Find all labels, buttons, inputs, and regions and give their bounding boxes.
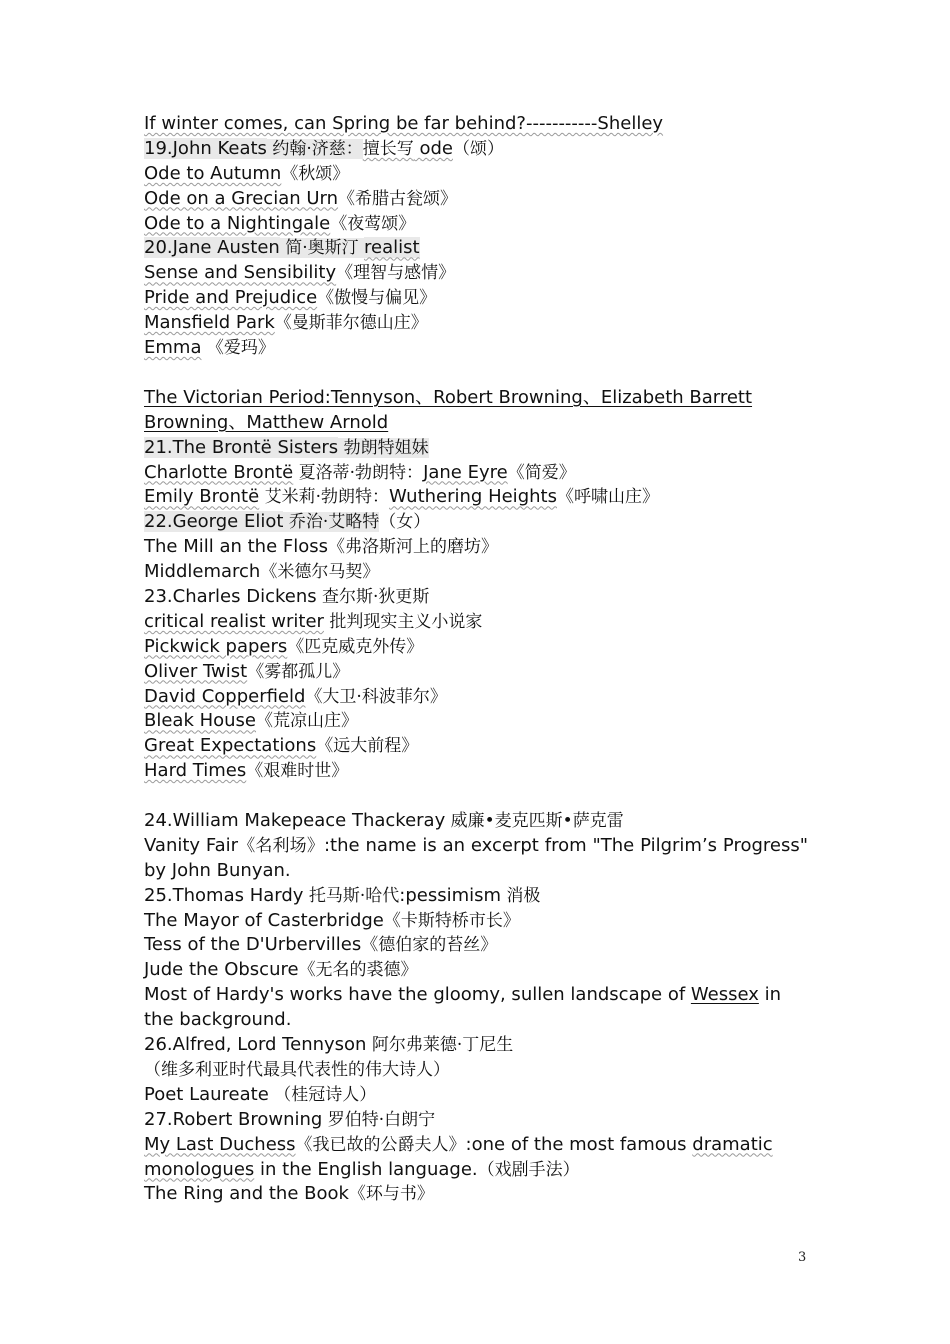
text-line	[144, 386, 808, 436]
text-segment: The Mill an the Floss	[144, 536, 328, 558]
text-segment: 威廉•麦克匹斯•萨克雷	[445, 810, 624, 831]
text-segment: 19.John Keats	[144, 137, 267, 159]
text-segment: 勃朗特姐妹	[338, 437, 429, 458]
text-segment: 罗伯特·白朗宁	[322, 1109, 436, 1130]
text-segment: 25.Thomas Hardy	[144, 884, 304, 906]
text-line	[144, 1058, 808, 1083]
text-segment: Vanity Fair	[144, 834, 239, 856]
text-segment: Mansfield Park	[144, 312, 275, 334]
text-segment: Jane Eyre	[423, 461, 508, 483]
text-segment: 《艰难时世》	[246, 761, 349, 782]
text-line	[144, 187, 808, 212]
text-segment: Great Expectations	[144, 735, 317, 757]
text-segment: The Victorian Period:Tennyson、Robert Browning、Elizabeth Barrett Browning、Matthew Arnold	[144, 386, 753, 433]
text-line	[144, 510, 808, 535]
text-segment: The Mayor of Casterbridge	[144, 909, 384, 931]
text-segment: 批判现实主义小说家	[323, 611, 483, 632]
text-segment: Oliver Twist	[144, 660, 248, 682]
text-segment: 《秋颂》	[281, 163, 350, 184]
text-line	[144, 1182, 808, 1207]
text-segment: The Ring and the Book	[144, 1183, 349, 1205]
text-line	[144, 286, 808, 311]
text-segment: （戏剧手法）	[477, 1159, 580, 1180]
text-line	[144, 585, 808, 610]
text-segment: Pickwick papers	[144, 635, 288, 657]
text-segment: 约翰·济慈：	[266, 138, 363, 159]
text-segment: :one of the most famous	[465, 1133, 693, 1155]
text-line	[144, 1033, 808, 1058]
text-line	[144, 485, 808, 510]
text-segment: 《理智与感情》	[336, 263, 456, 284]
text-line	[144, 436, 808, 461]
text-segment: Hard Times	[144, 760, 247, 782]
text-segment: 《希腊古瓮颂》	[338, 188, 458, 209]
text-segment: 《荒凉山庄》	[256, 711, 359, 732]
text-line	[144, 709, 808, 734]
text-segment: 《傲慢与偏见》	[317, 288, 437, 309]
text-segment: 《匹克威克外传》	[287, 636, 424, 657]
text-segment: If winter comes, can Spring be far behind?-----------Shelley	[144, 113, 664, 134]
text-segment: dramatic monologues	[144, 1133, 773, 1180]
text-line	[144, 933, 808, 958]
text-segment: 《曼斯菲尔德山庄》	[274, 313, 428, 334]
text-line	[144, 834, 808, 884]
page-number: 3	[798, 1250, 807, 1265]
text-segment: Jude the Obscure	[144, 959, 299, 981]
text-line	[144, 734, 808, 759]
blank-line	[144, 784, 808, 809]
text-line	[144, 461, 808, 486]
text-line	[144, 336, 808, 361]
text-line	[144, 535, 808, 560]
text-line	[144, 909, 808, 934]
text-line	[144, 162, 808, 187]
text-line	[144, 610, 808, 635]
text-segment: 《爱玛》	[201, 338, 275, 359]
text-segment: 消极	[501, 885, 541, 906]
text-segment: :the name is an excerpt from "The Pilgrim’s Progress" by John Bunyan.	[144, 834, 809, 881]
text-segment: （桂冠诗人）	[268, 1084, 377, 1105]
text-segment: Emily Brontë	[144, 486, 260, 508]
text-segment: 《简爱》	[507, 462, 576, 483]
text-segment: 《雾都孤儿》	[247, 661, 350, 682]
text-line	[144, 137, 808, 162]
text-segment: 《无名的裘德》	[298, 960, 418, 981]
text-segment: Emma	[144, 337, 202, 359]
text-segment: 简·奥斯汀	[279, 238, 365, 259]
text-line	[144, 759, 808, 784]
text-line	[144, 311, 808, 336]
text-line	[144, 212, 808, 237]
text-segment: （女）	[379, 512, 431, 533]
text-segment: 《远大前程》	[316, 736, 419, 757]
text-segment: 《米德尔马契》	[260, 562, 380, 583]
text-segment: 《卡斯特桥市长》	[383, 910, 520, 931]
text-segment: Most of Hardy's works have the gloomy, sullen landscape of	[144, 984, 691, 1006]
text-segment: Tess of the D'Urbervilles	[144, 934, 362, 956]
text-segment: 24.William Makepeace Thackeray	[144, 809, 446, 831]
text-segment: realist	[364, 237, 420, 259]
text-line	[144, 261, 808, 286]
text-line	[144, 1133, 808, 1183]
text-line	[144, 983, 808, 1033]
text-segment: （维多利亚时代最具代表性的伟大诗人）	[144, 1059, 450, 1080]
text-segment: 《环与书》	[348, 1184, 434, 1205]
text-line	[144, 685, 808, 710]
text-line	[144, 1083, 808, 1108]
text-segment: :pessimism	[399, 884, 502, 906]
text-segment: Bleak House	[144, 710, 257, 732]
text-segment: 阿尔弗莱德·丁尼生	[366, 1035, 514, 1056]
text-segment: in the background.	[144, 984, 782, 1031]
text-line	[144, 236, 808, 261]
text-line	[144, 809, 808, 834]
text-segment: Ode to Autumn	[144, 162, 282, 184]
text-segment: in the English language.	[254, 1158, 478, 1180]
text-segment: （颂）	[452, 138, 504, 159]
text-segment: 《呼啸山庄》	[556, 487, 659, 508]
text-segment: 《大卫·科波菲尔》	[305, 686, 447, 707]
text-segment: 《德伯家的苔丝》	[361, 935, 498, 956]
text-line	[144, 112, 808, 137]
text-segment: Poet Laureate	[144, 1083, 269, 1105]
text-line	[144, 560, 808, 585]
text-segment: 23.Charles Dickens	[144, 585, 317, 607]
text-segment: Sense and Sensibility	[144, 262, 337, 284]
text-segment: critical realist writer	[144, 610, 324, 632]
text-segment: 擅长写	[362, 138, 414, 159]
text-segment: Pride and Prejudice	[144, 287, 318, 309]
text-segment: Ode on a Grecian Urn	[144, 187, 339, 209]
text-segment: 21.The Brontë Sisters	[144, 436, 339, 458]
text-line	[144, 958, 808, 983]
text-segment: 乔治·艾略特	[283, 512, 380, 533]
text-segment: Wuthering Heights	[389, 486, 557, 508]
text-segment: Wessex	[690, 984, 759, 1006]
text-line	[144, 884, 808, 909]
blank-line	[144, 361, 808, 386]
text-segment: My Last Duchess	[144, 1133, 296, 1155]
text-segment: Middlemarch	[144, 561, 261, 583]
text-segment: 《名利场》	[238, 835, 324, 856]
text-segment: 《弗洛斯河上的磨坊》	[328, 537, 498, 558]
text-line	[144, 635, 808, 660]
text-segment: 27.Robert Browning	[144, 1108, 323, 1130]
text-line	[144, 1108, 808, 1133]
text-segment: 查尔斯·狄更斯	[316, 586, 430, 607]
text-segment: Charlotte Brontë	[144, 461, 294, 483]
text-segment: 夏洛蒂·勃朗特：	[293, 462, 424, 483]
text-segment: 20.Jane Austen	[144, 237, 280, 259]
text-segment: 26.Alfred, Lord Tennyson	[144, 1034, 367, 1056]
text-segment: 《夜莺颂》	[330, 213, 416, 234]
text-segment: 22.George Eliot	[144, 511, 284, 533]
text-segment: Ode to a Nightingale	[144, 212, 331, 234]
page-body-text	[144, 112, 808, 1207]
text-segment: 托马斯·哈代	[303, 885, 400, 906]
text-segment: 艾米莉·勃朗特：	[259, 487, 390, 508]
text-segment: ode	[413, 137, 453, 159]
text-line	[144, 660, 808, 685]
text-segment: 《我已故的公爵夫人》	[295, 1134, 466, 1155]
text-segment: David Copperfield	[144, 685, 306, 707]
